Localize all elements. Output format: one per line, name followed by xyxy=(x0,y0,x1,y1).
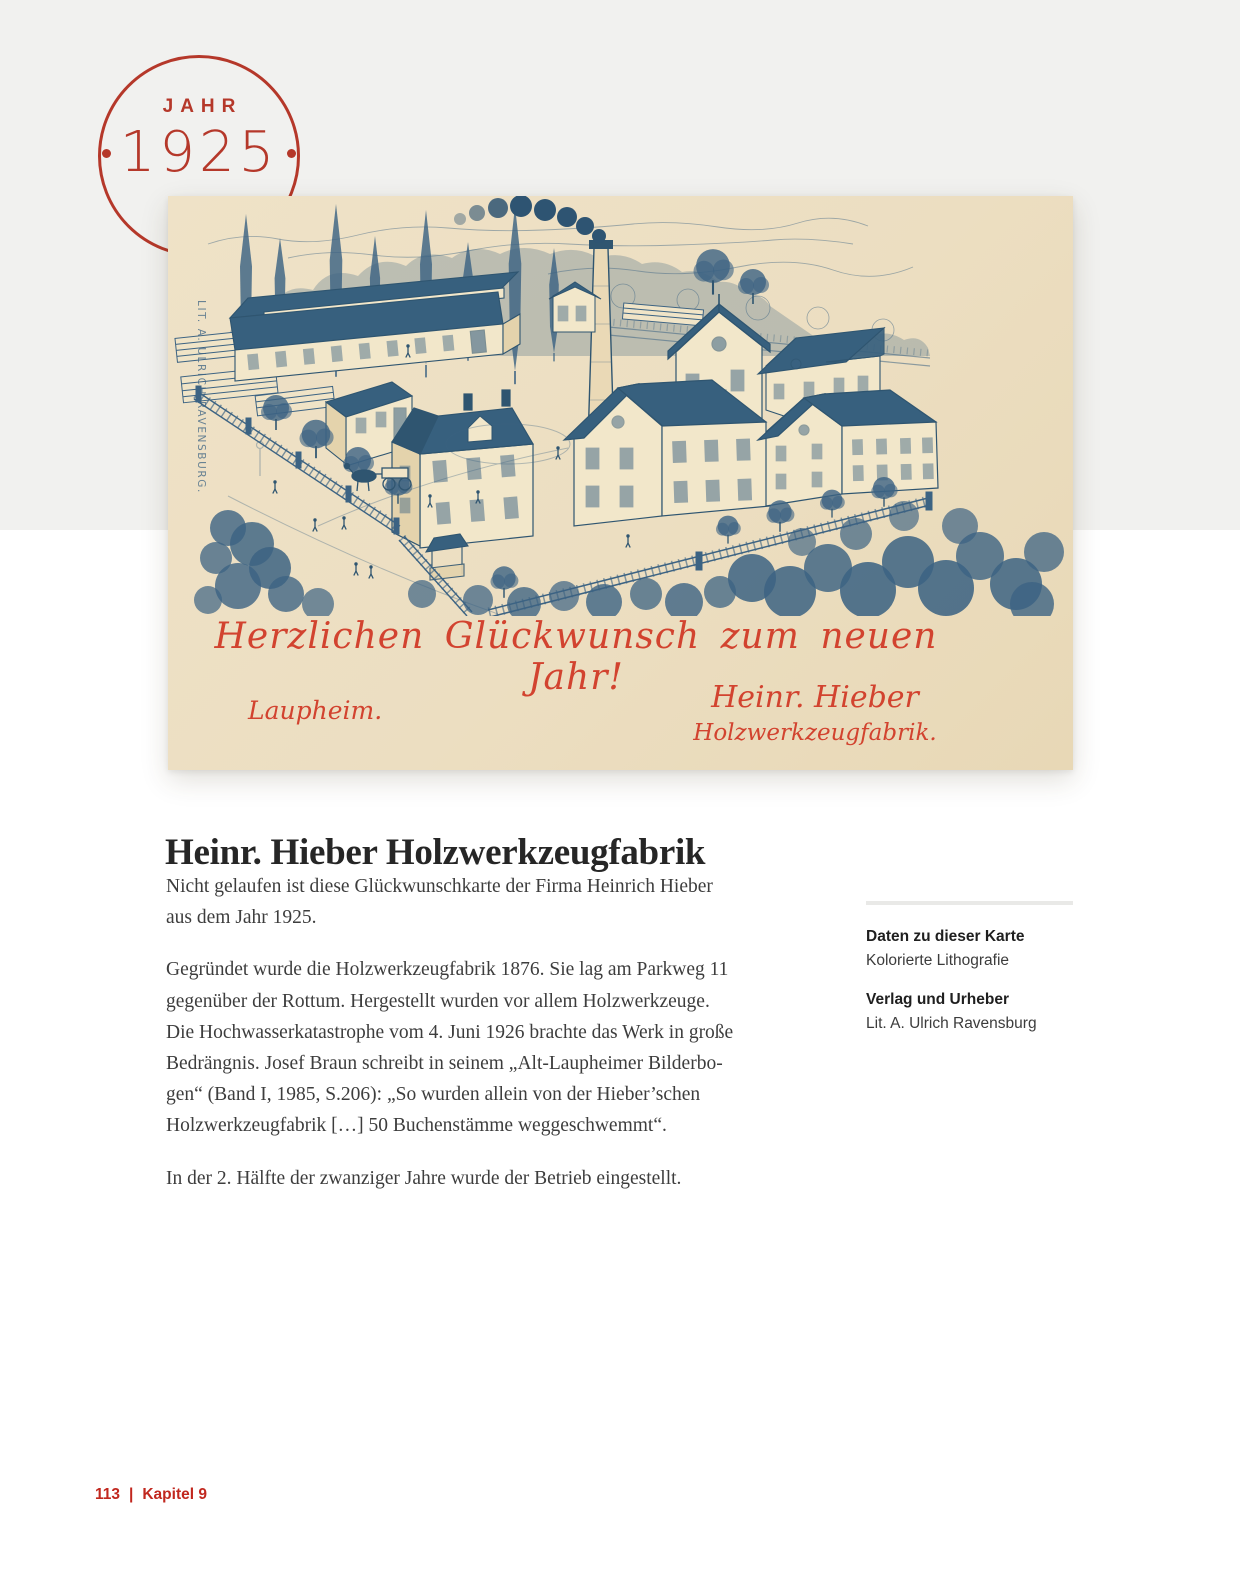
factory-lithograph-illustration xyxy=(168,196,1073,616)
year-badge-year: 1925 xyxy=(119,120,279,185)
footer-separator: | xyxy=(129,1486,134,1503)
article-paragraph: Nicht gelaufen ist diese Glückwunschkarte der Firma Heinrich Hieber aus dem Jahr 1925. xyxy=(166,876,713,929)
postcard-image[interactable] xyxy=(168,196,1073,770)
sidebar-divider xyxy=(866,901,1073,905)
long-shed-building xyxy=(230,272,520,381)
postcard-place: Laupheim. xyxy=(248,696,383,725)
postcard-signature-name: Heinr. Hieber xyxy=(711,680,919,715)
article-paragraph: In der 2. Hälfte der zwanziger Jahre wurde der Betrieb eingestellt. xyxy=(166,1167,682,1189)
page-title: Heinr. Hieber Holzwerkzeugfabrik xyxy=(165,831,706,873)
sidebar-section-value: Lit. A. Ulrich Ravensburg xyxy=(866,1015,1037,1032)
villa-building xyxy=(392,390,533,548)
badge-dot-icon xyxy=(287,149,296,158)
postcard-signature xyxy=(685,680,945,746)
page-number: 113 xyxy=(95,1486,121,1503)
postcard-greeting: Herzlichen Glückwunsch zum neuen Jahr! xyxy=(214,616,938,698)
info-sidebar xyxy=(866,901,1073,1036)
sidebar-section-heading: Daten zu dieser Karte xyxy=(866,928,1025,945)
smoke-plume xyxy=(454,196,606,243)
sidebar-section-value: Kolorierte Lithografie xyxy=(866,952,1010,969)
article-paragraph: Gegründet wurde die Holzwerkzeugfabrik 1876. Sie lag am Parkweg 11 gegenüber der Rottum. Hergestellt wurden vor allem Holzwerkzeuge. Die Hochwasserkatastrophe vom 4. Juni 1926 brachte das Werk in große Bedrängnis. Josef Braun schreibt in seinem „Alt-Laupheimer Bilderbo- gen“ (Band I, 1985, S.206): „So wurden allein von der Hieber’schen Holzwerkzeugfabrik […] 50 Buchenstämme weggeschwemmt“. xyxy=(166,959,734,1137)
article-body xyxy=(166,871,846,1215)
chapter-label: Kapitel 9 xyxy=(142,1486,207,1503)
year-badge-label: JAHR xyxy=(162,96,243,117)
sidebar-section xyxy=(866,925,1073,973)
garden-gazebo xyxy=(426,534,468,580)
badge-dot-icon xyxy=(102,149,111,158)
sidebar-section xyxy=(866,988,1073,1036)
sidebar-section-heading: Verlag und Urheber xyxy=(866,991,1009,1008)
page-footer xyxy=(95,1486,207,1504)
year-badge-year-row xyxy=(101,120,297,185)
lithographer-credit: Lit. A. Ulrich Ravensburg. xyxy=(195,300,207,494)
postcard-signature-company: Holzwerkzeugfabrik. xyxy=(693,720,937,746)
